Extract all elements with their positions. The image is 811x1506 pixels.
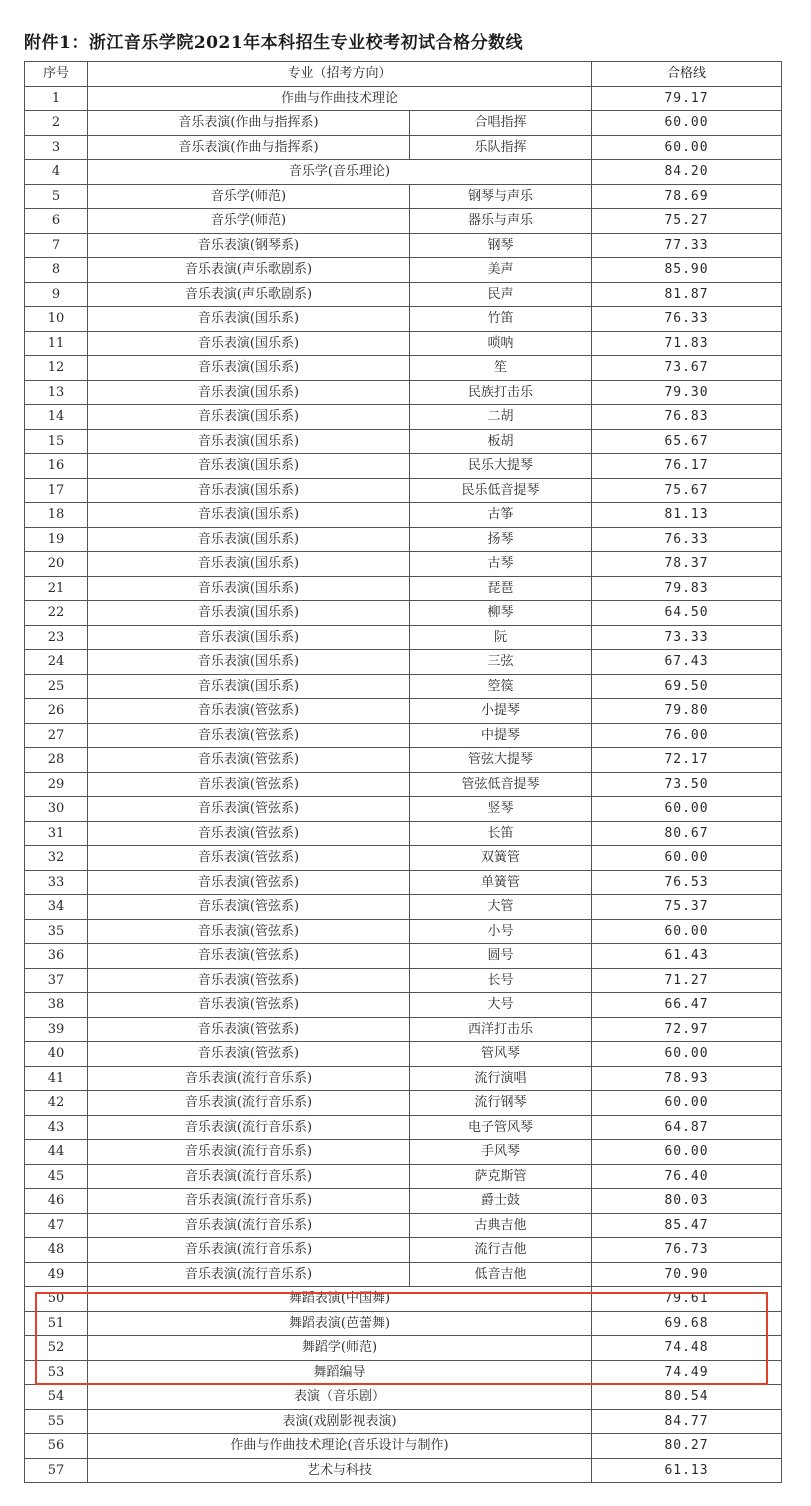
row-major: 音乐表演(国乐系)	[88, 331, 410, 356]
row-number: 50	[25, 1287, 88, 1312]
row-number: 25	[25, 674, 88, 699]
row-score: 85.47	[592, 1213, 782, 1238]
row-score: 81.87	[592, 282, 782, 307]
table-row	[25, 1189, 782, 1214]
row-score: 73.33	[592, 625, 782, 650]
row-major: 音乐表演(管弦系)	[88, 944, 410, 969]
table-row	[25, 1311, 782, 1336]
row-direction: 西洋打击乐	[410, 1017, 592, 1042]
row-score: 78.93	[592, 1066, 782, 1091]
row-score: 80.03	[592, 1189, 782, 1214]
row-score: 71.27	[592, 968, 782, 993]
row-number: 57	[25, 1458, 88, 1483]
table-row	[25, 625, 782, 650]
row-number: 44	[25, 1140, 88, 1165]
row-direction: 三弦	[410, 650, 592, 675]
table-row	[25, 1360, 782, 1385]
table-row	[25, 503, 782, 528]
row-major: 音乐表演(管弦系)	[88, 772, 410, 797]
row-number: 41	[25, 1066, 88, 1091]
row-direction: 长号	[410, 968, 592, 993]
row-number: 17	[25, 478, 88, 503]
row-major: 音乐学(音乐理论)	[88, 160, 592, 185]
row-number: 23	[25, 625, 88, 650]
row-major: 音乐表演(国乐系)	[88, 405, 410, 430]
row-major: 音乐表演(作曲与指挥系)	[88, 135, 410, 160]
row-direction: 古琴	[410, 552, 592, 577]
row-direction: 管弦大提琴	[410, 748, 592, 773]
table-row	[25, 429, 782, 454]
row-score: 76.00	[592, 723, 782, 748]
row-major: 音乐表演(管弦系)	[88, 797, 410, 822]
row-direction: 古筝	[410, 503, 592, 528]
row-number: 8	[25, 258, 88, 283]
table-row	[25, 699, 782, 724]
row-number: 12	[25, 356, 88, 381]
row-direction: 古典吉他	[410, 1213, 592, 1238]
row-score: 60.00	[592, 846, 782, 871]
row-major: 音乐表演(管弦系)	[88, 699, 410, 724]
row-direction: 管风琴	[410, 1042, 592, 1067]
row-score: 79.61	[592, 1287, 782, 1312]
row-major: 音乐表演(管弦系)	[88, 1042, 410, 1067]
row-number: 40	[25, 1042, 88, 1067]
row-major: 舞蹈编导	[88, 1360, 592, 1385]
row-direction: 阮	[410, 625, 592, 650]
row-direction: 电子管风琴	[410, 1115, 592, 1140]
row-number: 15	[25, 429, 88, 454]
row-direction: 扬琴	[410, 527, 592, 552]
row-score: 75.27	[592, 209, 782, 234]
row-major: 作曲与作曲技术理论(音乐设计与制作)	[88, 1434, 592, 1459]
row-number: 55	[25, 1409, 88, 1434]
table-row	[25, 1091, 782, 1116]
row-score: 70.90	[592, 1262, 782, 1287]
row-score: 76.17	[592, 454, 782, 479]
row-score: 61.43	[592, 944, 782, 969]
table-row	[25, 895, 782, 920]
row-direction: 大管	[410, 895, 592, 920]
row-number: 42	[25, 1091, 88, 1116]
row-number: 33	[25, 870, 88, 895]
row-score: 78.37	[592, 552, 782, 577]
header-major: 专业（招考方向）	[88, 62, 592, 87]
row-number: 3	[25, 135, 88, 160]
row-score: 60.00	[592, 111, 782, 136]
table-row	[25, 233, 782, 258]
row-major: 音乐表演(国乐系)	[88, 552, 410, 577]
table-row	[25, 552, 782, 577]
row-number: 13	[25, 380, 88, 405]
row-score: 60.00	[592, 1091, 782, 1116]
header-no: 序号	[25, 62, 88, 87]
row-direction: 竹笛	[410, 307, 592, 332]
row-major: 表演（音乐剧）	[88, 1385, 592, 1410]
row-direction: 圆号	[410, 944, 592, 969]
row-direction: 柳琴	[410, 601, 592, 626]
row-score: 73.50	[592, 772, 782, 797]
row-number: 21	[25, 576, 88, 601]
row-major: 舞蹈学(师范)	[88, 1336, 592, 1361]
row-direction: 低音吉他	[410, 1262, 592, 1287]
row-score: 76.53	[592, 870, 782, 895]
table-header-row	[25, 62, 782, 87]
row-number: 6	[25, 209, 88, 234]
table-row	[25, 748, 782, 773]
row-major: 音乐表演(国乐系)	[88, 307, 410, 332]
row-major: 音乐表演(声乐歌剧系)	[88, 282, 410, 307]
row-score: 69.50	[592, 674, 782, 699]
row-major: 音乐表演(国乐系)	[88, 601, 410, 626]
row-direction: 双簧管	[410, 846, 592, 871]
table-row	[25, 282, 782, 307]
table-row	[25, 1458, 782, 1483]
row-direction: 手风琴	[410, 1140, 592, 1165]
table-row	[25, 576, 782, 601]
row-number: 38	[25, 993, 88, 1018]
table-row	[25, 209, 782, 234]
row-major: 音乐表演(国乐系)	[88, 576, 410, 601]
table-row	[25, 258, 782, 283]
row-direction: 中提琴	[410, 723, 592, 748]
table-row	[25, 86, 782, 111]
row-score: 76.73	[592, 1238, 782, 1263]
table-row	[25, 1262, 782, 1287]
row-score: 64.50	[592, 601, 782, 626]
row-score: 76.40	[592, 1164, 782, 1189]
row-score: 74.49	[592, 1360, 782, 1385]
row-major: 音乐表演(国乐系)	[88, 674, 410, 699]
row-direction: 小提琴	[410, 699, 592, 724]
table-row	[25, 527, 782, 552]
row-number: 36	[25, 944, 88, 969]
row-direction: 美声	[410, 258, 592, 283]
row-score: 60.00	[592, 135, 782, 160]
table-row	[25, 1287, 782, 1312]
row-number: 7	[25, 233, 88, 258]
row-number: 37	[25, 968, 88, 993]
row-direction: 民声	[410, 282, 592, 307]
table-row	[25, 1140, 782, 1165]
row-direction: 长笛	[410, 821, 592, 846]
row-score: 72.97	[592, 1017, 782, 1042]
row-score: 69.68	[592, 1311, 782, 1336]
row-number: 1	[25, 86, 88, 111]
row-score: 67.43	[592, 650, 782, 675]
row-direction: 流行演唱	[410, 1066, 592, 1091]
row-major: 音乐表演(国乐系)	[88, 650, 410, 675]
row-score: 76.33	[592, 307, 782, 332]
row-number: 31	[25, 821, 88, 846]
row-major: 舞蹈表演(芭蕾舞)	[88, 1311, 592, 1336]
row-number: 46	[25, 1189, 88, 1214]
row-major: 音乐学(师范)	[88, 184, 410, 209]
table-row	[25, 1434, 782, 1459]
row-major: 音乐表演(管弦系)	[88, 748, 410, 773]
row-score: 80.27	[592, 1434, 782, 1459]
row-major: 音乐表演(管弦系)	[88, 723, 410, 748]
row-number: 14	[25, 405, 88, 430]
table-body	[25, 86, 782, 1483]
table-row	[25, 1017, 782, 1042]
row-major: 作曲与作曲技术理论	[88, 86, 592, 111]
row-major: 音乐表演(流行音乐系)	[88, 1140, 410, 1165]
row-direction: 乐队指挥	[410, 135, 592, 160]
row-number: 48	[25, 1238, 88, 1263]
row-number: 11	[25, 331, 88, 356]
table-row	[25, 1115, 782, 1140]
row-score: 73.67	[592, 356, 782, 381]
row-number: 52	[25, 1336, 88, 1361]
row-score: 60.00	[592, 1042, 782, 1067]
row-number: 24	[25, 650, 88, 675]
table-row	[25, 821, 782, 846]
row-number: 19	[25, 527, 88, 552]
table-row	[25, 1164, 782, 1189]
row-number: 20	[25, 552, 88, 577]
table-row	[25, 307, 782, 332]
row-number: 53	[25, 1360, 88, 1385]
score-table	[24, 61, 782, 1483]
row-score: 79.17	[592, 86, 782, 111]
table-row	[25, 380, 782, 405]
row-number: 47	[25, 1213, 88, 1238]
row-score: 61.13	[592, 1458, 782, 1483]
table-row	[25, 870, 782, 895]
row-score: 60.00	[592, 919, 782, 944]
row-score: 71.83	[592, 331, 782, 356]
row-number: 26	[25, 699, 88, 724]
row-direction: 箜篌	[410, 674, 592, 699]
row-major: 音乐表演(流行音乐系)	[88, 1262, 410, 1287]
row-direction: 民族打击乐	[410, 380, 592, 405]
table-row	[25, 478, 782, 503]
row-score: 76.33	[592, 527, 782, 552]
row-major: 音乐表演(管弦系)	[88, 919, 410, 944]
table-row	[25, 160, 782, 185]
row-direction: 民乐大提琴	[410, 454, 592, 479]
row-score: 77.33	[592, 233, 782, 258]
row-direction: 大号	[410, 993, 592, 1018]
row-major: 音乐表演(管弦系)	[88, 870, 410, 895]
row-score: 74.48	[592, 1336, 782, 1361]
table-row	[25, 331, 782, 356]
row-major: 音乐表演(国乐系)	[88, 429, 410, 454]
row-number: 34	[25, 895, 88, 920]
row-score: 65.67	[592, 429, 782, 454]
row-number: 16	[25, 454, 88, 479]
table-row	[25, 356, 782, 381]
table-row	[25, 1042, 782, 1067]
row-score: 60.00	[592, 1140, 782, 1165]
row-major: 音乐表演(国乐系)	[88, 478, 410, 503]
row-direction: 板胡	[410, 429, 592, 454]
row-number: 2	[25, 111, 88, 136]
table-row	[25, 650, 782, 675]
row-direction: 流行钢琴	[410, 1091, 592, 1116]
row-number: 45	[25, 1164, 88, 1189]
row-direction: 单簧管	[410, 870, 592, 895]
row-number: 51	[25, 1311, 88, 1336]
table-row	[25, 601, 782, 626]
row-major: 音乐表演(国乐系)	[88, 380, 410, 405]
row-major: 音乐表演(国乐系)	[88, 356, 410, 381]
row-number: 49	[25, 1262, 88, 1287]
table-row	[25, 1066, 782, 1091]
row-major: 音乐表演(作曲与指挥系)	[88, 111, 410, 136]
table-row	[25, 944, 782, 969]
row-score: 60.00	[592, 797, 782, 822]
table-row	[25, 919, 782, 944]
row-major: 舞蹈表演(中国舞)	[88, 1287, 592, 1312]
row-score: 79.83	[592, 576, 782, 601]
row-number: 39	[25, 1017, 88, 1042]
row-major: 艺术与科技	[88, 1458, 592, 1483]
row-number: 18	[25, 503, 88, 528]
row-direction: 管弦低音提琴	[410, 772, 592, 797]
row-number: 32	[25, 846, 88, 871]
row-score: 81.13	[592, 503, 782, 528]
row-score: 78.69	[592, 184, 782, 209]
row-number: 30	[25, 797, 88, 822]
table-row	[25, 968, 782, 993]
table-row	[25, 111, 782, 136]
row-score: 64.87	[592, 1115, 782, 1140]
row-major: 音乐表演(管弦系)	[88, 846, 410, 871]
row-major: 音乐表演(流行音乐系)	[88, 1238, 410, 1263]
row-number: 43	[25, 1115, 88, 1140]
row-score: 75.37	[592, 895, 782, 920]
row-direction: 萨克斯管	[410, 1164, 592, 1189]
row-major: 音乐表演(声乐歌剧系)	[88, 258, 410, 283]
row-number: 28	[25, 748, 88, 773]
row-major: 音乐表演(流行音乐系)	[88, 1066, 410, 1091]
row-major: 音乐表演(管弦系)	[88, 993, 410, 1018]
table-row	[25, 454, 782, 479]
row-direction: 笙	[410, 356, 592, 381]
row-major: 音乐表演(钢琴系)	[88, 233, 410, 258]
row-score: 80.54	[592, 1385, 782, 1410]
row-major: 音乐表演(国乐系)	[88, 527, 410, 552]
table-row	[25, 993, 782, 1018]
row-major: 音乐表演(流行音乐系)	[88, 1115, 410, 1140]
row-score: 79.80	[592, 699, 782, 724]
table-row	[25, 1213, 782, 1238]
row-score: 66.47	[592, 993, 782, 1018]
table-row	[25, 674, 782, 699]
row-direction: 竖琴	[410, 797, 592, 822]
table-row	[25, 1385, 782, 1410]
table-row	[25, 1238, 782, 1263]
row-score: 72.17	[592, 748, 782, 773]
header-score: 合格线	[592, 62, 782, 87]
row-number: 29	[25, 772, 88, 797]
table-row	[25, 797, 782, 822]
row-number: 4	[25, 160, 88, 185]
row-major: 音乐表演(流行音乐系)	[88, 1189, 410, 1214]
row-direction: 器乐与声乐	[410, 209, 592, 234]
row-major: 音乐学(师范)	[88, 209, 410, 234]
row-major: 音乐表演(国乐系)	[88, 625, 410, 650]
row-direction: 流行吉他	[410, 1238, 592, 1263]
row-number: 22	[25, 601, 88, 626]
table-row	[25, 184, 782, 209]
row-number: 54	[25, 1385, 88, 1410]
row-direction: 二胡	[410, 405, 592, 430]
row-direction: 合唱指挥	[410, 111, 592, 136]
row-major: 音乐表演(国乐系)	[88, 454, 410, 479]
row-major: 音乐表演(管弦系)	[88, 1017, 410, 1042]
row-number: 56	[25, 1434, 88, 1459]
row-score: 79.30	[592, 380, 782, 405]
row-major: 音乐表演(管弦系)	[88, 895, 410, 920]
row-number: 35	[25, 919, 88, 944]
row-direction: 琵琶	[410, 576, 592, 601]
row-direction: 小号	[410, 919, 592, 944]
row-score: 80.67	[592, 821, 782, 846]
row-number: 10	[25, 307, 88, 332]
row-major: 音乐表演(管弦系)	[88, 968, 410, 993]
row-number: 9	[25, 282, 88, 307]
table-row	[25, 135, 782, 160]
row-number: 27	[25, 723, 88, 748]
row-score: 84.77	[592, 1409, 782, 1434]
row-major: 音乐表演(国乐系)	[88, 503, 410, 528]
table-row	[25, 405, 782, 430]
document-title: 附件1：浙江音乐学院2021年本科招生专业校考初试合格分数线	[24, 33, 524, 53]
row-direction: 钢琴与声乐	[410, 184, 592, 209]
row-major: 音乐表演(流行音乐系)	[88, 1213, 410, 1238]
row-direction: 民乐低音提琴	[410, 478, 592, 503]
row-major: 音乐表演(流行音乐系)	[88, 1164, 410, 1189]
table-row	[25, 846, 782, 871]
row-direction: 爵士鼓	[410, 1189, 592, 1214]
row-major: 音乐表演(管弦系)	[88, 821, 410, 846]
row-direction: 钢琴	[410, 233, 592, 258]
table-row	[25, 1336, 782, 1361]
row-number: 5	[25, 184, 88, 209]
row-score: 84.20	[592, 160, 782, 185]
row-score: 76.83	[592, 405, 782, 430]
table-row	[25, 723, 782, 748]
row-major: 音乐表演(流行音乐系)	[88, 1091, 410, 1116]
table-row	[25, 772, 782, 797]
row-score: 85.90	[592, 258, 782, 283]
row-direction: 唢呐	[410, 331, 592, 356]
table-row	[25, 1409, 782, 1434]
row-score: 75.67	[592, 478, 782, 503]
row-major: 表演(戏剧影视表演)	[88, 1409, 592, 1434]
